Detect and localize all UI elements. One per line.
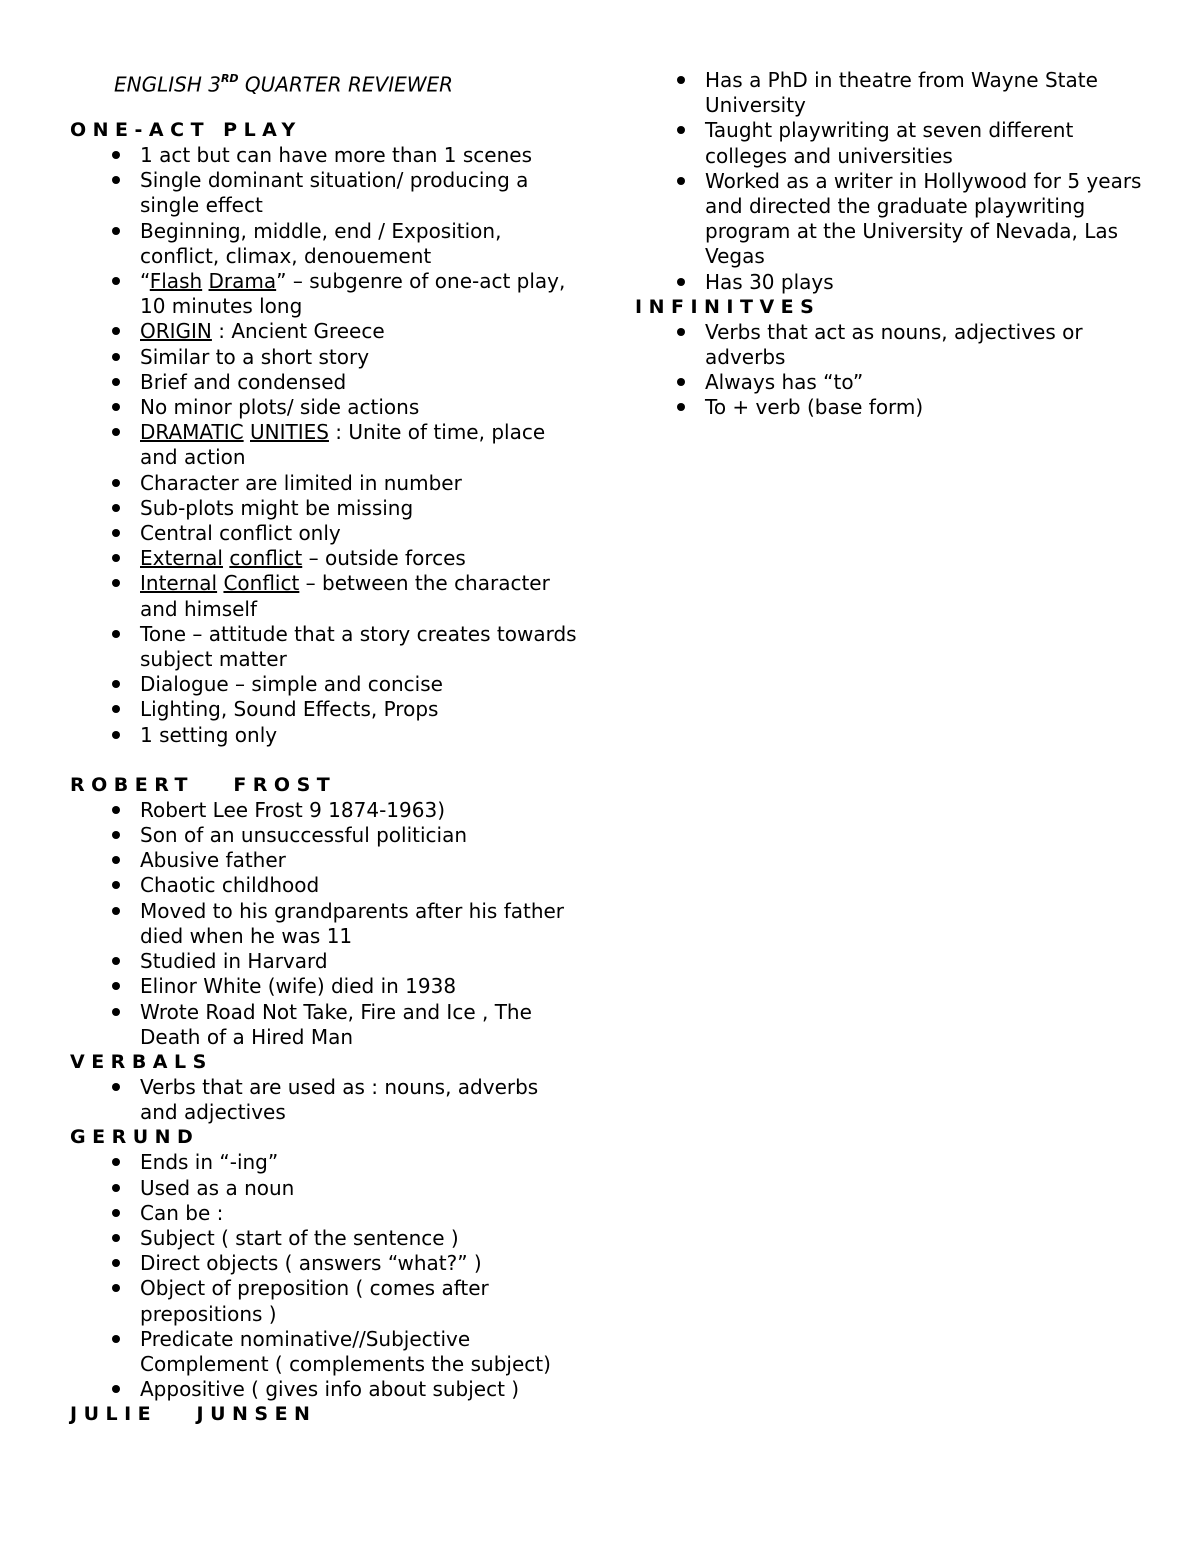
list-item — [70, 219, 580, 269]
document-title: ENGLISH 3RD QUARTER REVIEWER — [114, 72, 454, 97]
list-item — [70, 1377, 580, 1402]
bullet-icon — [112, 327, 120, 335]
bullet-icon — [112, 378, 120, 386]
bullet-icon — [677, 328, 685, 336]
list-item-text: Ends in “-ing” — [140, 1150, 279, 1175]
list-item — [70, 1176, 580, 1201]
right-column — [635, 68, 1155, 421]
underlined-term: Flash — [149, 269, 203, 294]
bullet-icon — [112, 1158, 120, 1166]
list-item — [70, 848, 580, 873]
list-item-text: Wrote Road Not Take, Fire and Ice , The Death of a Hired Man — [140, 999, 532, 1049]
list-item — [70, 672, 580, 697]
bullet-icon — [112, 1184, 120, 1192]
list-item — [635, 270, 1155, 295]
list-item-text: Single dominant situation/ producing a single effect — [140, 168, 529, 218]
list-item-text: Used as a noun — [140, 1175, 295, 1200]
bullet-icon — [112, 680, 120, 688]
left-column — [70, 68, 580, 1427]
list-item-text: Appositive ( gives info about subject ) — [140, 1377, 520, 1402]
bullet-icon — [112, 151, 120, 159]
list-item-text: 1 act but can have more than 1 scenes — [140, 143, 532, 167]
list-item — [70, 1276, 580, 1326]
list-item-text: – outside forces — [302, 546, 466, 571]
underlined-term: External — [140, 546, 223, 571]
robert-frost-list — [70, 798, 580, 1050]
list-item-text: Verbs that act as nouns, adjectives or adverbs — [705, 319, 1083, 370]
bullet-icon — [677, 76, 685, 84]
bullet-icon — [112, 731, 120, 739]
list-item — [70, 471, 580, 496]
bullet-icon — [112, 579, 120, 587]
underlined-term: UNITIES — [250, 420, 329, 445]
list-item — [70, 345, 580, 370]
list-item-text: No minor plots/ side actions — [140, 395, 420, 420]
underlined-term: Internal — [140, 571, 218, 596]
list-item — [70, 1251, 580, 1276]
list-item-text: Has a PhD in theatre from Wayne State University — [705, 68, 1098, 118]
list-item-text: Lighting, Sound Effects, Props — [140, 697, 439, 722]
list-item-text: Dialogue – simple and concise — [140, 672, 443, 697]
list-item — [70, 823, 580, 848]
list-item — [635, 68, 1155, 118]
list-item — [70, 571, 580, 621]
list-item-text: Taught playwriting at seven different colleges and universities — [705, 118, 1074, 168]
list-item — [70, 496, 580, 521]
bullet-icon — [112, 907, 120, 915]
bullet-icon — [112, 1234, 120, 1242]
list-item — [70, 395, 580, 420]
list-item — [70, 319, 580, 344]
gerund-list — [70, 1150, 580, 1402]
list-item — [70, 1000, 580, 1050]
list-item-text: Sub-plots might be missing — [140, 495, 414, 520]
list-item-text: Similar to a short story — [140, 344, 370, 369]
bullet-icon — [112, 1083, 120, 1091]
list-item — [70, 1226, 580, 1251]
list-item — [635, 370, 1155, 395]
list-item — [70, 269, 580, 319]
list-item — [70, 1327, 580, 1377]
list-item-text: Chaotic childhood — [140, 873, 320, 898]
section-heading-one-act-play: ONE-ACT PLAY — [70, 119, 302, 141]
list-item — [635, 320, 1155, 370]
list-item-text: 1 setting only — [140, 722, 278, 747]
list-item-text: Moved to his grandparents after his father died when he was 11 — [140, 898, 565, 948]
list-item — [70, 899, 580, 949]
underlined-term: DRAMATIC — [140, 420, 244, 445]
list-item-text: Robert Lee Frost 9 1874-1963) — [140, 797, 445, 822]
bullet-icon — [112, 982, 120, 990]
verbals-list — [70, 1075, 580, 1125]
bullet-icon — [112, 1008, 120, 1016]
list-item — [70, 798, 580, 823]
list-item-text: Worked as a writer in Hollywood for 5 years and directed the graduate playwriting program at the University of Nevada, Las Vegas — [705, 168, 1142, 269]
bullet-icon — [112, 353, 120, 361]
bullet-icon — [112, 831, 120, 839]
bullet-icon — [112, 1284, 120, 1292]
list-item-text: Always has “to” — [705, 370, 864, 395]
list-item — [70, 370, 580, 395]
list-item-text: Beginning, middle, end / Exposition, conflict, climax, denouement — [140, 218, 502, 268]
list-item-text: Son of an unsuccessful politician — [140, 823, 468, 848]
list-item-text: Character are limited in number — [140, 470, 462, 495]
list-item — [70, 1075, 580, 1125]
bullet-icon — [677, 126, 685, 134]
bullet-icon — [112, 403, 120, 411]
julie-jensen-list — [635, 68, 1155, 295]
list-item — [70, 974, 580, 999]
list-item-text: – between the character and himself — [140, 571, 550, 621]
list-item-text: Tone – attitude that a story creates towards subject matter — [140, 621, 577, 672]
section-heading-verbals: VERBALS — [70, 1050, 213, 1073]
list-item — [635, 169, 1155, 270]
list-item — [70, 723, 580, 748]
list-item-text: ” – subgenre of one-act play, 10 minutes long — [140, 269, 566, 319]
list-item-text: Brief and condensed — [140, 369, 347, 394]
list-item-text: : Unite of time, place and action — [140, 420, 546, 470]
bullet-icon — [112, 1385, 120, 1393]
section-heading-julie-jensen: JULIE JUNSEN — [70, 1403, 317, 1426]
list-item — [70, 1201, 580, 1226]
section-heading-gerund: GERUND — [70, 1126, 200, 1149]
list-item-text: Elinor White (wife) died in 1938 — [140, 974, 457, 999]
bullet-icon — [112, 881, 120, 889]
list-item-text: Predicate nominative//Subjective Complement ( complements the subject) — [140, 1326, 551, 1376]
list-item-text: : Ancient Greece — [211, 319, 385, 344]
underlined-term: conflict — [229, 546, 303, 571]
list-item-text: Abusive father — [140, 848, 286, 873]
bullet-icon — [677, 177, 685, 185]
bullet-icon — [112, 227, 120, 235]
list-item — [70, 546, 580, 571]
bullet-icon — [112, 705, 120, 713]
bullet-icon — [112, 176, 120, 184]
bullet-icon — [112, 1209, 120, 1217]
bullet-icon — [112, 1335, 120, 1343]
bullet-icon — [112, 1259, 120, 1267]
bullet-icon — [112, 504, 120, 512]
bullet-icon — [112, 428, 120, 436]
list-item — [70, 521, 580, 546]
infinitives-list — [635, 320, 1155, 421]
bullet-icon — [112, 277, 120, 285]
list-item-text: Direct objects ( answers “what?” ) — [140, 1251, 482, 1276]
list-item-text: Can be : — [140, 1200, 224, 1225]
list-item-text: Object of preposition ( comes after prepositions ) — [140, 1276, 489, 1326]
list-item-text: Verbs that are used as : nouns, adverbs and adjectives — [140, 1074, 539, 1125]
list-item — [70, 622, 580, 672]
list-item — [70, 873, 580, 898]
bullet-icon — [112, 856, 120, 864]
bullet-icon — [112, 554, 120, 562]
list-item — [635, 118, 1155, 168]
list-item-text: To + verb (base form) — [705, 395, 924, 420]
underlined-term: ORIGIN — [140, 319, 212, 344]
list-item — [635, 395, 1155, 420]
one-act-play-list — [70, 143, 580, 748]
list-item — [70, 420, 580, 470]
bullet-icon — [112, 529, 120, 537]
list-item-text: “ — [140, 269, 150, 294]
underlined-term: Drama — [208, 269, 277, 294]
list-item — [70, 168, 580, 218]
list-item — [70, 1150, 580, 1175]
list-item — [70, 143, 580, 168]
section-heading-robert-frost: ROBERT FROST — [70, 773, 337, 796]
underlined-term: Conflict — [223, 571, 300, 596]
list-item-text: Subject ( start of the sentence ) — [140, 1225, 459, 1250]
bullet-icon — [112, 806, 120, 814]
bullet-icon — [677, 278, 685, 286]
list-item-text: Central conflict only — [140, 521, 341, 546]
bullet-icon — [112, 630, 120, 638]
list-item — [70, 697, 580, 722]
bullet-icon — [112, 957, 120, 965]
list-item-text: Studied in Harvard — [140, 949, 328, 974]
list-item-text: Has 30 plays — [705, 269, 834, 294]
bullet-icon — [677, 403, 685, 411]
list-item — [70, 949, 580, 974]
bullet-icon — [677, 378, 685, 386]
section-heading-infinitives: INFINITVES — [635, 295, 821, 318]
bullet-icon — [112, 479, 120, 487]
